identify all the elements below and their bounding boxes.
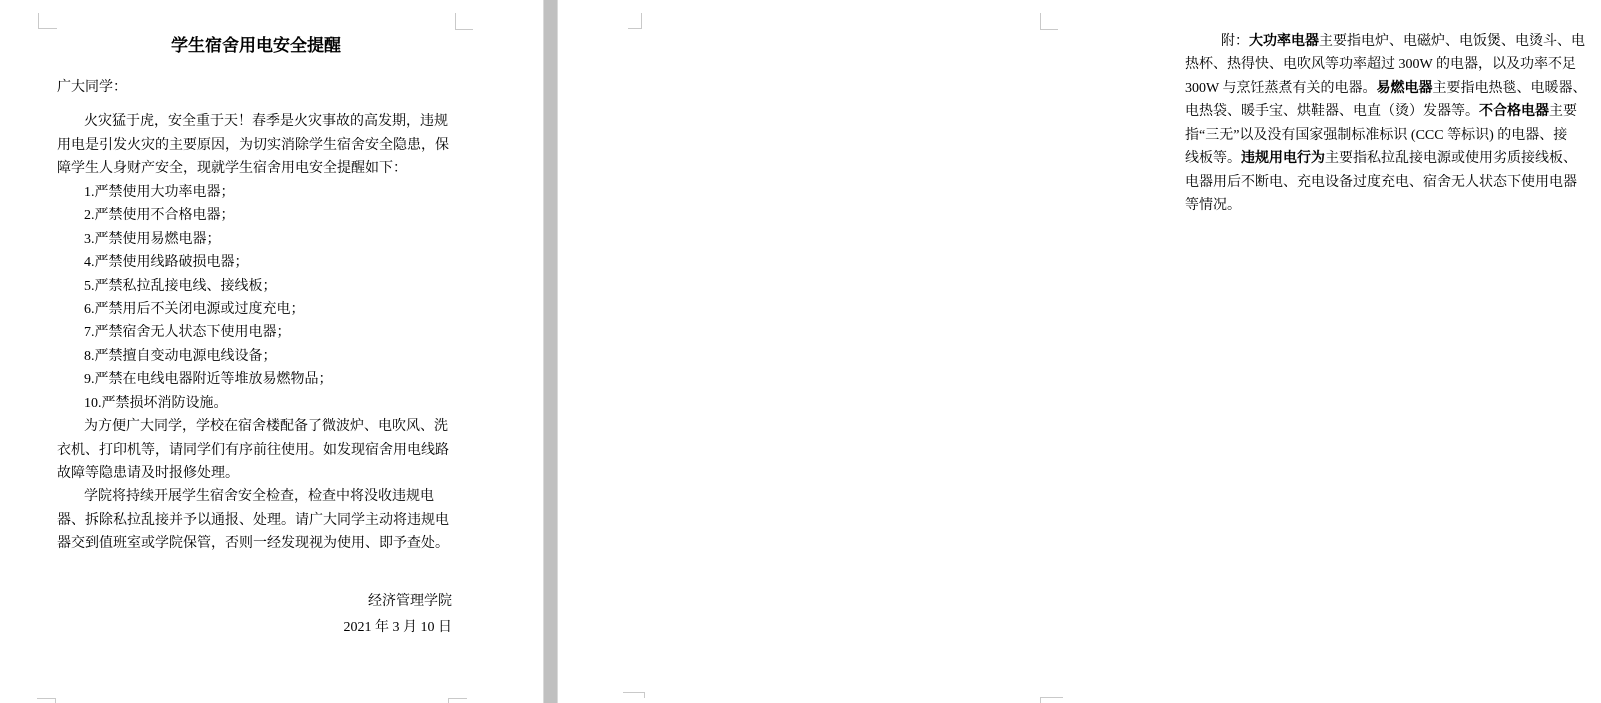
text-run: 7.严禁宿舍无人状态下使用电器；: [84, 325, 291, 341]
page-right[interactable]: [558, 0, 1587, 703]
text-run: 9.严禁在电线电器附近等堆放易燃物品；: [84, 372, 333, 388]
text-boundary-mark-bottom-right: [448, 698, 467, 703]
text-run: 线板等。: [1185, 151, 1241, 167]
text-run: 300W 与烹饪蒸煮有关的电器。: [1185, 80, 1377, 96]
text-run: 电器用后不断电、充电设备过度充电、宿舍无人状态下使用电器: [1185, 174, 1577, 190]
text-run: 附：: [1221, 34, 1249, 49]
bold-text-run: 易燃电器: [1376, 80, 1433, 96]
text-line: [1185, 100, 1601, 123]
text-line: [57, 462, 455, 485]
text-line: [57, 321, 455, 344]
text-run: 学院将持续开展学生宿舍安全检查，检查中将没收违规电: [84, 489, 434, 505]
text-run: 10.严禁损坏消防设施。: [84, 395, 228, 411]
text-line: [57, 251, 455, 274]
signature-department: 经济管理学院: [368, 594, 452, 609]
text-run: 器、拆除私拉乱接并予以通报、处理。请广大同学主动将违规电: [57, 512, 449, 528]
text-line: [1185, 171, 1601, 194]
text-run: 衣机、打印机等，请同学们有序前往使用。如发现宿舍用电线路: [57, 442, 449, 458]
text-run: 2.严禁使用不合格电器；: [84, 208, 235, 224]
page-right-text[interactable]: [1185, 30, 1601, 218]
text-run: 广大同学：: [57, 80, 127, 95]
text-line: [57, 275, 455, 298]
text-run: 主要: [1549, 104, 1577, 120]
text-line: [57, 228, 455, 251]
text-run: 等情况。: [1185, 198, 1241, 214]
document-title: 学生宿舍用电安全提醒: [171, 36, 341, 55]
page-left[interactable]: [0, 0, 543, 703]
text-run: 火灾猛于虎，安全重于天！春季是火灾事故的高发期，违规: [84, 114, 448, 130]
signature-date: 2021 年 3 月 10 日: [343, 620, 452, 635]
text-line: [57, 298, 455, 321]
text-run: 主要指电炉、电磁炉、电饭煲、电烫斗、电: [1319, 34, 1585, 49]
text-run: 指“三无”以及没有国家强制标准标识 (CCC 等标识) 的电器、接: [1185, 127, 1568, 143]
page-gutter: [543, 0, 558, 703]
text-line: [57, 134, 455, 157]
text-line: [57, 181, 455, 204]
text-line: [1185, 77, 1601, 100]
text-line: [57, 415, 455, 438]
text-line: [1185, 147, 1601, 170]
text-line: [57, 532, 455, 555]
text-run: 4.严禁使用线路破损电器；: [84, 255, 249, 271]
text-line: [1185, 124, 1601, 147]
text-run: 1.严禁使用大功率电器；: [84, 184, 235, 200]
text-boundary-mark-top-right: [1040, 13, 1058, 30]
text-line: [57, 368, 455, 391]
text-line: [57, 110, 455, 133]
text-line: [57, 439, 455, 462]
signature-block: [57, 556, 455, 641]
text-line: [1185, 194, 1601, 217]
text-line: [1185, 30, 1601, 53]
text-line: [57, 157, 455, 180]
text-line: [57, 204, 455, 227]
text-run: 故障等隐患请及时报修处理。: [57, 466, 239, 481]
page-left-text[interactable]: [57, 76, 455, 556]
text-line: [57, 485, 455, 508]
text-run: 主要指私拉乱接电源或使用劣质接线板、: [1325, 151, 1577, 167]
text-run: 电热袋、暖手宝、烘鞋器、电直（烫）发器等。: [1185, 104, 1479, 120]
bold-text-run: 不合格电器: [1479, 104, 1549, 120]
text-line: [57, 509, 455, 532]
bold-text-run: 大功率电器: [1249, 34, 1319, 49]
bold-text-run: 违规用电行为: [1241, 151, 1325, 167]
text-run: 器交到值班室或学院保管，否则一经发现视为使用、即予查处。: [57, 536, 449, 552]
text-line: [1185, 53, 1601, 76]
text-run: 3.严禁使用易燃电器；: [84, 231, 221, 247]
text-run: 用电是引发火灾的主要原因，为切实消除学生宿舍安全隐患，保: [57, 137, 449, 153]
text-run: 6.严禁用后不关闭电源或过度充电；: [84, 301, 305, 317]
text-run: 障学生人身财产安全，现就学生宿舍用电安全提醒如下：: [57, 161, 407, 177]
text-run: 热杯、热得快、电吹风等功率超过 300W 的电器，以及功率不足: [1185, 57, 1576, 73]
text-line: [57, 392, 455, 415]
text-run: 8.严禁擅自变动电源电线设备；: [84, 348, 277, 364]
text-boundary-mark-bottom-left: [37, 698, 56, 703]
text-run: 5.严禁私拉乱接电线、接线板；: [84, 278, 277, 294]
text-boundary-mark-top-left: [628, 13, 642, 29]
text-run: 为方便广大同学，学校在宿舍楼配备了微波炉、电吹风、洗: [84, 419, 448, 435]
text-line: [57, 345, 455, 368]
text-boundary-mark-bottom-right: [1040, 697, 1063, 703]
text-boundary-mark-top-left: [38, 13, 57, 29]
text-line: [57, 76, 455, 99]
text-boundary-mark-bottom-left: [623, 692, 645, 698]
text-boundary-mark-top-right: [455, 13, 473, 30]
text-run: 主要指电热毯、电暖器、: [1432, 80, 1587, 96]
